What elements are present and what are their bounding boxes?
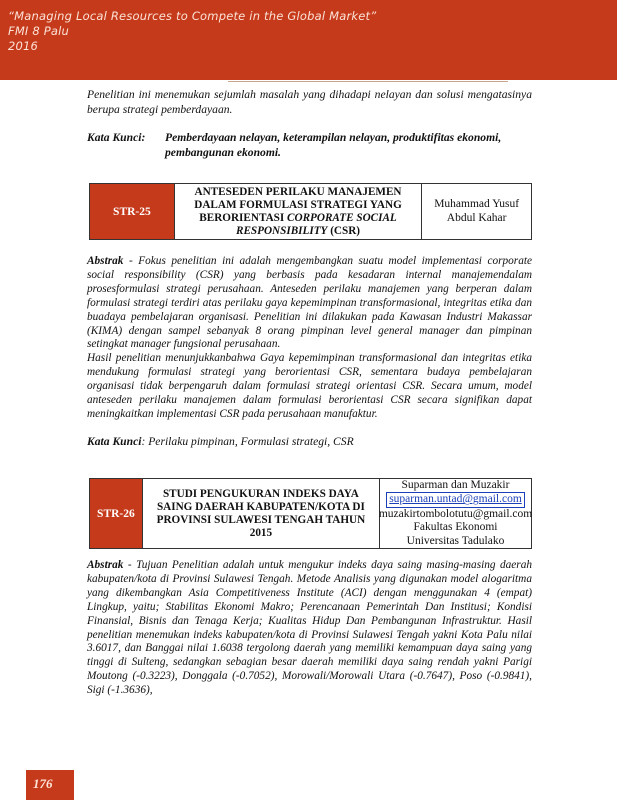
intro-paragraph: Penelitian ini menemukan sejumlah masalah yang dihadapi nelayan dan solusi mengatasinya berupa strategi pemberdayaan. [87, 88, 532, 116]
abstract-text: - Tujuan Penelitian adalah untuk mengukur indeks daya saing masing-masing daerah kabupaten/kota di Provinsi Sulawesi Tengah. Metode Analisis yang digunakan model alogaritma yang dikembangkan Asia Competitiveness Institute (ACI) dengan menggunakan 4 (empat) Lingkup, yaitu; Stabilitas Ekonomi Makro; Perencanaan Pemerintah Dan Institusi; Kondisi Finansial, Bisnis dan Tenaga Kerja; Kualitas Hidup Dan Pembangunan Infrastruktur. Hasil penelitian menemukan indeks kabupaten/kota di Provinsi Sulawesi Tengah yakni Kota Palu nilai 3.6017, dan Banggai nilai 1.6038 tergolong daerah yang memiliki kemampuan daya saing yang tinggi di Sulteng, sedangkan sebagian besar daerah memiliki daya saing rendah yakni Parigi Moutong (-0.3223), Donggala (-0.7052), Morowali/Morowali Utara (-0.7647), Poso (-0.9841), Sigi (-1.3636), [87, 559, 532, 697]
conference-year: 2016 [8, 39, 39, 53]
paper-code: STR-25 [90, 184, 175, 239]
header-divider [228, 81, 508, 82]
paper-authors [380, 479, 531, 548]
abstract-str25 [87, 255, 532, 422]
paper-title-italic: CORPORATE SOCIAL RESPONSIBILITY [236, 211, 397, 237]
email-text: muzakirtombolotutu@gmail.com [378, 507, 533, 520]
keywords-text: Pemberdayaan nelayan, keterampilan nelayan, produktifitas ekonomi, pembangunan ekonomi. [165, 131, 502, 159]
abstract-label: Abstrak [87, 255, 124, 267]
paper-title-part: ANTESEDEN PERILAKU MANAJEMEN DALAM FORMULASI STRATEGI YANG BERORIENTASI [194, 185, 402, 224]
author-name: Suparman dan Muzakir [401, 478, 510, 491]
intro-keywords [87, 131, 532, 161]
paper-authors [422, 184, 531, 239]
abstract-text: Hasil penelitian menunjukkanbahwa Gaya kepemimpinan transformasional dan integritas etika mendukung formulasi strategi yang berorientasi CSR, sementara budaya pembelajaran organisasi tidak berpengaruh dalam formulasi strategi orientasi CSR. Secara umum, model anteseden perilaku manajemen dalam formulasi berorientasi CSR secara signifikan dapat meningkaitkan implementasi CSR pada perusahaan manufaktur. [87, 352, 532, 420]
paper-header-str26 [89, 478, 532, 549]
header-band [0, 0, 617, 80]
paper-title: STUDI PENGUKURAN INDEKS DAYA SAING DAERAH KABUPATEN/KOTA DI PROVINSI SULAWESI TENGAH TAHUN 2015 [143, 479, 380, 548]
conference-title: “Managing Local Resources to Compete in the Global Market” [8, 9, 377, 23]
email-link[interactable]: suparman.untad@gmail.com [386, 492, 525, 507]
author-name: Abdul Kahar [446, 211, 507, 224]
keywords-text: : Perilaku pimpinan, Formulasi strategi, CSR [141, 435, 354, 448]
page-number: 176 [33, 776, 53, 791]
paper-title [175, 184, 422, 239]
abstract-str26 [87, 559, 532, 698]
keywords-label: Kata Kunci [87, 435, 142, 448]
abstract-label: Abstrak [87, 559, 124, 571]
keywords-str25 [87, 435, 532, 450]
paper-code: STR-26 [90, 479, 143, 548]
author-name: Muhammad Yusuf [434, 198, 520, 211]
paper-header-str25 [89, 183, 532, 240]
conference-name: FMI 8 Palu [8, 24, 70, 38]
keywords-label: Kata Kunci: [87, 131, 146, 144]
paper-title-suffix: (CSR) [330, 224, 361, 237]
affiliation: Fakultas Ekonomi [413, 521, 498, 534]
abstract-text: - Fokus penelitian ini adalah mengembangkan suatu model implementasi corporate social responsibility (CSR) yang berbasis pada kesadaran internal manajemendalam prosesformulasi strategi perusahaan. Anteseden perilaku manajemen yang berperan dalam formulasi strategi terdiri atas perilaku gaya kepemimpinan transformasional, integritas etika dan buadaya pembelajaran organisasi. Penelitian ini dilakukan pada Kawasan Industri Makassar (KIMA) dengan sampel sebanyak 8 orang pimpinan level general manager dan pimpinan setingkat manager fungsional perusahaan. [87, 255, 532, 351]
affiliation: Universitas Tadulako [406, 534, 505, 547]
